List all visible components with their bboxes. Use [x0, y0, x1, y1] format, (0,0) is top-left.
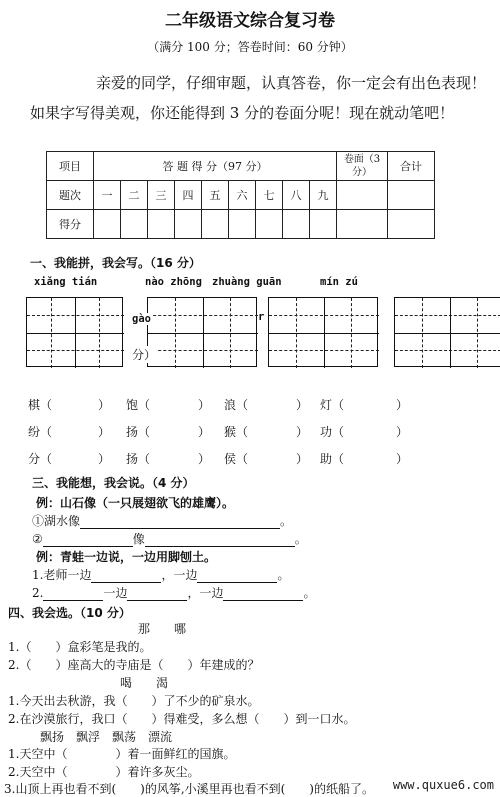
char-item: 助（: [320, 452, 345, 466]
char-item: 棋（: [28, 398, 53, 412]
char-item: ）: [396, 425, 409, 439]
char-item: 分（: [28, 452, 53, 466]
line-text: 像: [132, 532, 145, 546]
char-item: ）: [98, 398, 111, 412]
question-line: 2.（ ）座高大的寺庙是（ ）年建成的？: [8, 658, 260, 672]
writing-grid[interactable]: [26, 297, 123, 367]
char-item: ）: [98, 425, 111, 439]
line-text: 。: [277, 568, 290, 582]
question-line: 1.（ ）盒彩笔是我的。: [8, 640, 152, 654]
score-table-num: 七: [256, 181, 283, 210]
watermark: www.quxue6.com: [392, 778, 494, 792]
score-table-row-num-label: 题次: [47, 181, 94, 210]
score-cell[interactable]: [175, 210, 202, 239]
char-item: 饱（: [126, 398, 151, 412]
blank[interactable]: [145, 534, 295, 547]
score-table: [46, 151, 435, 239]
pinyin-label: xiǎng tián: [34, 276, 98, 288]
score-table-num: 六: [229, 181, 256, 210]
score-table-num: 四: [175, 181, 202, 210]
score-cell[interactable]: [148, 210, 175, 239]
score-table-num: 三: [148, 181, 175, 210]
char-item: ）: [296, 425, 309, 439]
blank[interactable]: [43, 534, 133, 547]
score-table-num: 八: [283, 181, 310, 210]
fragment-text: r: [258, 311, 265, 323]
score-cell[interactable]: [202, 210, 229, 239]
writing-grid[interactable]: [147, 297, 257, 367]
line-text: ，一边: [161, 568, 198, 582]
line-text: 。: [280, 514, 293, 528]
answer-line: [32, 512, 292, 529]
score-table-num: 五: [202, 181, 229, 210]
word-group: 喝 渴: [120, 676, 169, 690]
blank[interactable]: [80, 516, 280, 529]
score-cell[interactable]: [256, 210, 283, 239]
score-table-total-label: 合计: [388, 152, 435, 181]
char-item: 猴（: [224, 425, 249, 439]
score-table-num: 二: [121, 181, 148, 210]
page-subtitle: （满分 100 分；答卷时间：60 分钟）: [147, 40, 353, 54]
score-cell[interactable]: [337, 181, 388, 210]
pinyin-label: mín zú: [320, 276, 358, 288]
char-item: 扬（: [126, 452, 151, 466]
char-item: 侯（: [224, 452, 249, 466]
writing-grid[interactable]: [394, 297, 500, 367]
score-cell[interactable]: [337, 210, 388, 239]
char-item: 纷（: [28, 425, 53, 439]
line-text: 1.老师一边: [32, 568, 92, 582]
intro-paragraph: 亲爱的同学，仔细审题，认真答卷，你一定会有出色表现！如果字写得美观，你还能得到 3 分的卷面分呢！现在就动笔吧！: [30, 74, 487, 122]
score-cell[interactable]: [388, 210, 435, 239]
answer-line: [32, 584, 316, 601]
char-item: ）: [198, 452, 211, 466]
char-item: ）: [98, 452, 111, 466]
example-sentence: 例：青蛙一边说，一边用脚刨土。: [36, 550, 217, 564]
char-item: ）: [198, 398, 211, 412]
line-text: ，一边: [187, 586, 224, 600]
fragment-text: gào: [132, 313, 151, 325]
score-table-num: 一: [94, 181, 121, 210]
section3-heading: 三、我能想，我会说。（4 分）: [32, 476, 195, 490]
score-cell[interactable]: [94, 210, 121, 239]
word-group: 飘扬 飘浮 飘荡 漂流: [40, 730, 173, 744]
score-cell[interactable]: [310, 210, 337, 239]
score-table-header: 答 题 得 分（97 分）: [94, 152, 337, 181]
section4-heading: 四、我会选。（10 分）: [8, 606, 131, 620]
score-cell[interactable]: [283, 210, 310, 239]
question-line: 1.今天出去秋游，我（ ）了不少的矿泉水。: [8, 694, 260, 708]
pinyin-label: zhuàng guān: [212, 276, 282, 288]
fragment-text: 分）: [132, 348, 157, 362]
blank[interactable]: [223, 588, 303, 601]
page-title: 二年级语文综合复习卷: [165, 11, 335, 31]
char-item: 功（: [320, 425, 345, 439]
word-group: 那 哪: [138, 622, 187, 636]
question-line: 2.天空中（ ）着许多灰尘。: [8, 765, 200, 779]
char-item: ）: [296, 452, 309, 466]
pinyin-label: nào zhōng: [145, 276, 202, 288]
char-item: 灯（: [320, 398, 345, 412]
score-cell[interactable]: [388, 181, 435, 210]
char-item: 浪（: [224, 398, 249, 412]
answer-line: [32, 530, 307, 547]
blank[interactable]: [91, 570, 161, 583]
score-table-item-label: 项目: [47, 152, 94, 181]
char-item: ）: [396, 452, 409, 466]
line-text: 。: [294, 532, 307, 546]
question-line: 3.山顶上再也看不到( )的风筝,小溪里再也看不到( )的纸船了。: [4, 782, 374, 796]
score-cell[interactable]: [121, 210, 148, 239]
char-item: ）: [296, 398, 309, 412]
char-item: 扬（: [126, 425, 151, 439]
score-cell[interactable]: [229, 210, 256, 239]
blank[interactable]: [127, 588, 187, 601]
line-text: 一边: [103, 586, 128, 600]
question-line: 1.天空中（ ）着一面鲜红的国旗。: [8, 747, 236, 761]
score-table-row-score-label: 得分: [47, 210, 94, 239]
blank[interactable]: [197, 570, 277, 583]
example-sentence: 例：山石像（一只展翅欲飞的雄鹰）。: [36, 496, 235, 510]
line-text: ②: [32, 532, 43, 546]
char-item: ）: [396, 398, 409, 412]
score-table-neat-label: 卷面（3 分）: [337, 152, 388, 181]
answer-line: [32, 566, 289, 583]
score-table-num: 九: [310, 181, 337, 210]
question-line: 2.在沙漠旅行，我口（ ）得难受，多么想（ ）到一口水。: [8, 712, 356, 726]
char-item: ）: [198, 425, 211, 439]
line-text: ①湖水像: [32, 514, 81, 528]
writing-grid[interactable]: [268, 297, 378, 367]
line-text: 。: [303, 586, 316, 600]
section1-heading: 一、我能拼，我会写。（16 分）: [30, 256, 201, 270]
line-text: 2.: [32, 586, 44, 600]
blank[interactable]: [43, 588, 103, 601]
